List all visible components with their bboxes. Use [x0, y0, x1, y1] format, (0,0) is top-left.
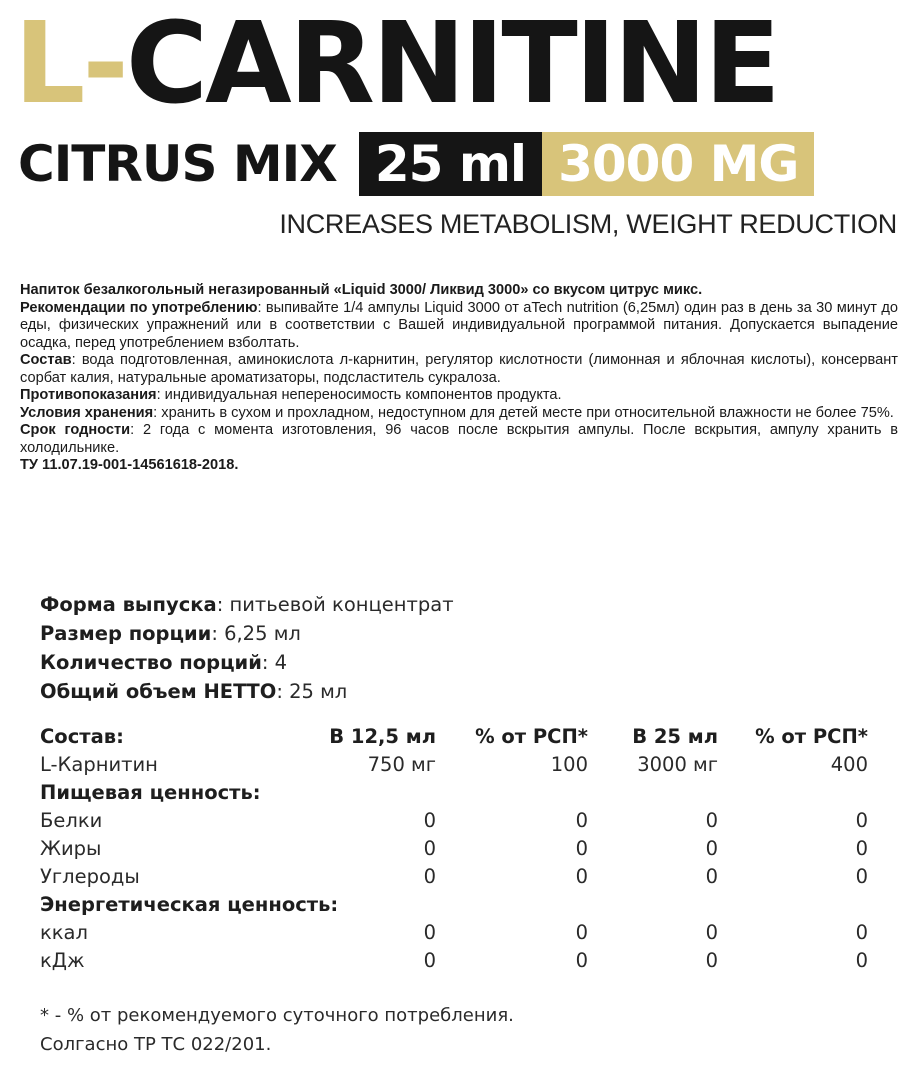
- table-row: [40, 751, 876, 779]
- row-label: L-Карнитин: [40, 753, 158, 776]
- table-row: [40, 919, 876, 947]
- energy-value-title: Энергетическая ценность:: [40, 893, 339, 916]
- row-label: кДж: [40, 949, 85, 972]
- spec-value: : 4: [261, 651, 288, 674]
- footnote-rdi: * - % от рекомендуемого суточного потребления.: [40, 1005, 514, 1026]
- table-row: [40, 807, 876, 835]
- footnote-regulation: Солгасно ТР ТС 022/201.: [40, 1034, 272, 1055]
- row-label: ккал: [40, 921, 88, 944]
- cell-value: 0: [855, 809, 868, 832]
- cell-value: 400: [830, 753, 868, 776]
- usage-label: Рекомендации по употреблению: [20, 299, 258, 316]
- cell-value: 0: [705, 921, 718, 944]
- spec-value: : 25 мл: [276, 680, 348, 703]
- spec-label: Размер порции: [40, 622, 212, 645]
- storage-text: : хранить в сухом и прохладном, недоступном для детей месте при относительной влажности не более 75%.: [153, 404, 894, 421]
- cell-value: 3000 мг: [637, 753, 718, 776]
- product-title: [14, 0, 778, 129]
- cell-value: 0: [855, 949, 868, 972]
- spec-label: Количество порций: [40, 651, 262, 674]
- cell-value: 0: [575, 809, 588, 832]
- dose-badge: 3000 MG: [542, 132, 814, 196]
- cell-value: 750 мг: [367, 753, 436, 776]
- table-row: [40, 863, 876, 891]
- cell-value: 0: [423, 921, 436, 944]
- table-row: [40, 947, 876, 975]
- row-label: Белки: [40, 809, 103, 832]
- storage-label: Условия хранения: [20, 404, 154, 421]
- contraindications-text: : индивидуальная непереносимость компонентов продукта.: [156, 387, 562, 403]
- cell-value: 0: [575, 837, 588, 860]
- tagline: INCREASES METABOLISM, WEIGHT REDUCTION: [279, 209, 897, 239]
- volume-badge: 25 ml: [359, 132, 542, 196]
- cell-value: 0: [423, 865, 436, 888]
- cell-value: 100: [550, 753, 588, 776]
- nutrition-table: [40, 723, 876, 975]
- spec-row: [40, 677, 454, 706]
- spec-value: : питьевой концентрат: [216, 593, 454, 616]
- cell-value: 0: [575, 949, 588, 972]
- composition-label: Состав: [20, 352, 72, 368]
- spec-value: : 6,25 мл: [211, 622, 301, 645]
- product-subtitle-row: [18, 132, 814, 196]
- title-prefix: L-: [14, 0, 126, 129]
- cell-value: 0: [423, 837, 436, 860]
- tu-code: ТУ 11.07.19-001-14561618-2018.: [20, 457, 239, 473]
- header-rdi-2: % от РСП*: [755, 725, 868, 748]
- spec-row: [40, 619, 454, 648]
- cell-value: 0: [855, 921, 868, 944]
- food-value-title: Пищевая ценность:: [40, 781, 261, 804]
- cell-value: 0: [423, 809, 436, 832]
- cell-value: 0: [705, 865, 718, 888]
- table-row: [40, 835, 876, 863]
- shelf-life-label: Срок годности: [20, 422, 131, 438]
- cell-value: 0: [855, 837, 868, 860]
- cell-value: 0: [575, 921, 588, 944]
- usage-text: : выпивайте 1/4 ампулы Liquid 3000 от aTech nutrition (6,25мл) один раз в день за 30 минут до еды, физических упражнений или в соответствии с Вашей индивидуальной программой питания. Допускается выпадение осадка, перед употреблением взболтать.: [20, 299, 899, 351]
- footnotes: [40, 1001, 514, 1059]
- header-composition: Состав:: [40, 725, 124, 748]
- cell-value: 0: [575, 865, 588, 888]
- cell-value: 0: [705, 949, 718, 972]
- nutrition-header-row: [40, 723, 876, 751]
- composition-text: : вода подготовленная, аминокислота л-карнитин, регулятор кислотности (лимонная и яблочная кислоты), консервант сорбат калия, натуральные ароматизаторы, подсластитель сукралоза.: [20, 352, 898, 386]
- row-label: Жиры: [40, 837, 102, 860]
- spec-row: [40, 590, 454, 619]
- cell-value: 0: [855, 865, 868, 888]
- header-per-12-5ml: В 12,5 мл: [329, 725, 436, 748]
- product-specs: [40, 590, 454, 706]
- contraindications-label: Противопоказания: [20, 387, 157, 403]
- spec-label: Общий объем НЕТТО: [40, 680, 277, 703]
- spec-label: Форма выпуска: [40, 593, 217, 616]
- description-intro: Напиток безалкогольный негазированный «Liquid 3000/ Ликвид 3000» со вкусом цитрус микс.: [20, 282, 703, 298]
- shelf-life-text: : 2 года с момента изготовления, 96 часов после вскрытия ампулы. После вскрытия, ампулу хранить в холодильнике.: [20, 422, 899, 456]
- cell-value: 0: [423, 949, 436, 972]
- spec-row: [40, 648, 454, 677]
- flavor-label: CITRUS MIX: [18, 135, 337, 193]
- row-label: Углероды: [40, 865, 140, 888]
- header-rdi-1: % от РСП*: [475, 725, 588, 748]
- cell-value: 0: [705, 837, 718, 860]
- product-description: [20, 282, 898, 475]
- title-main: CARNITINE: [125, 0, 778, 129]
- header-per-25ml: В 25 мл: [632, 725, 718, 748]
- cell-value: 0: [705, 809, 718, 832]
